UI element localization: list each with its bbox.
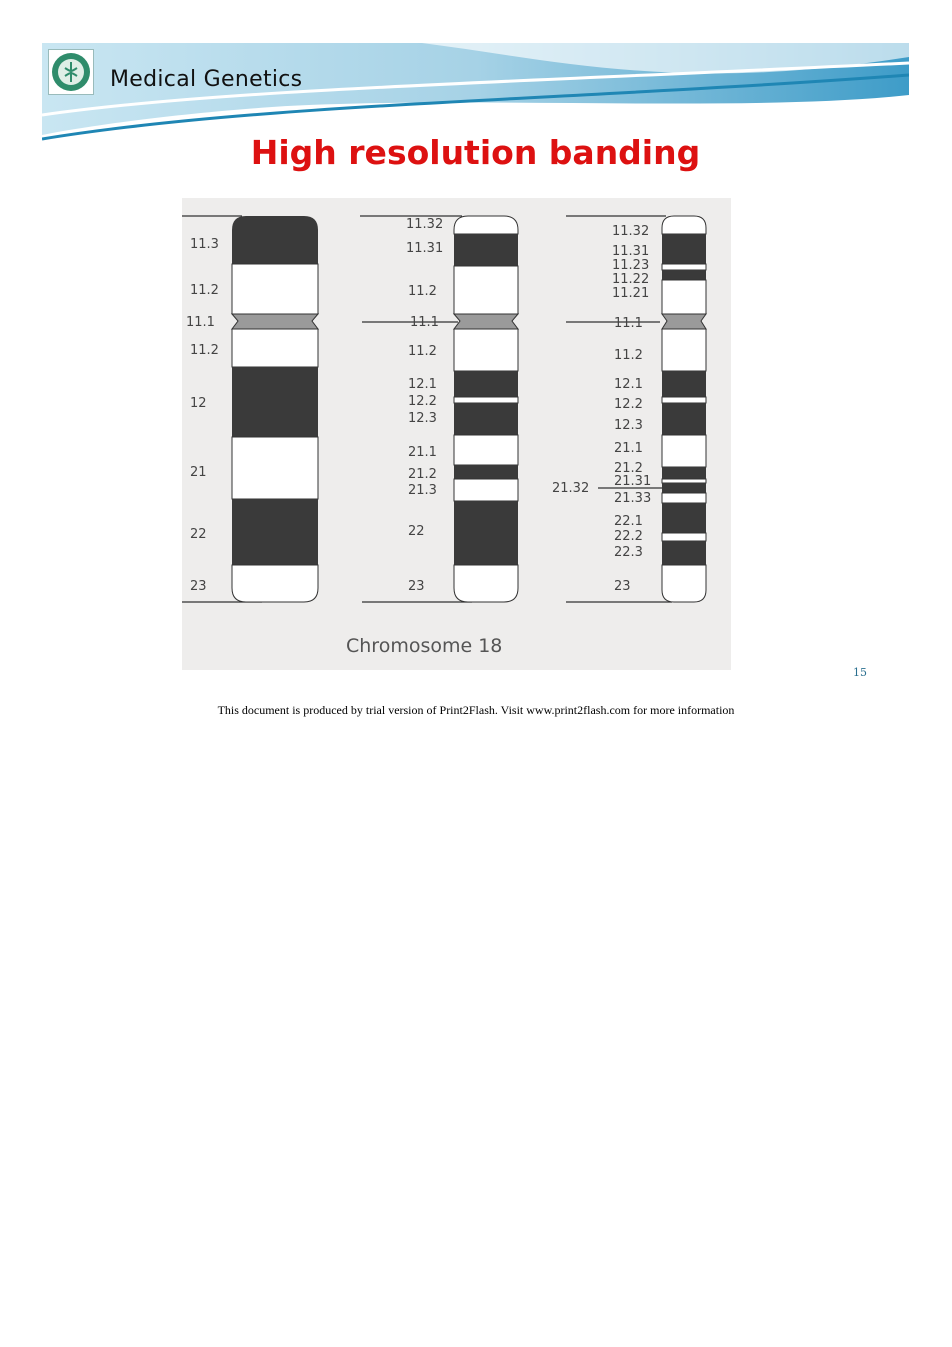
band-3-7	[662, 329, 706, 371]
label-3-8: 12.1	[614, 377, 643, 392]
ideogram-2	[360, 216, 518, 602]
ideogram-1	[182, 216, 318, 602]
page-number: 15	[853, 666, 867, 679]
label-1-8: 23	[190, 579, 207, 594]
label-3-18: 22.3	[614, 545, 643, 560]
label-3-19: 23	[614, 579, 631, 594]
label-3-12: 21.2	[614, 461, 643, 476]
label-2-5: 11.2	[408, 344, 437, 359]
band-2-12	[454, 501, 518, 565]
label-3-9: 12.2	[614, 397, 643, 412]
footer-notice: This document is produced by trial version of Print2Flash. Visit www.print2flash.com for more information	[217, 703, 735, 717]
band-3-13	[662, 479, 706, 483]
band-3-8	[662, 371, 706, 397]
label-3-1: 11.32	[612, 224, 650, 239]
band-3-18	[662, 541, 706, 565]
label-2-6: 12.1	[408, 377, 437, 392]
label-2-4: 11.1	[410, 315, 439, 330]
header-swoosh	[42, 43, 909, 143]
band-2-1	[454, 216, 518, 234]
label-1-3: 11.1	[186, 315, 215, 330]
band-3-9	[662, 397, 706, 403]
slide-title: High resolution banding	[250, 133, 701, 172]
label-2-10: 21.2	[408, 467, 437, 482]
band-3-14	[662, 483, 706, 493]
label-3-7: 11.2	[614, 348, 643, 363]
chromosome-diagram	[182, 198, 731, 670]
slide	[42, 43, 909, 692]
band-2-11	[454, 479, 518, 501]
chromosome-figure	[182, 198, 731, 670]
label-2-13: 23	[408, 579, 425, 594]
band-3-10	[662, 403, 706, 435]
band-1-3	[232, 314, 318, 329]
figure-caption: Chromosome 18	[346, 635, 503, 657]
label-2-2: 11.31	[406, 241, 444, 256]
label-2-12: 22	[408, 524, 425, 539]
label-2-8: 12.3	[408, 411, 437, 426]
ideogram-3	[552, 216, 706, 602]
university-seal-icon	[49, 50, 93, 94]
label-2-9: 21.1	[408, 445, 437, 460]
band-3-15	[662, 493, 706, 503]
band-2-13	[454, 565, 518, 602]
label-2-1: 11.32	[406, 217, 444, 232]
band-2-9	[454, 435, 518, 465]
label-3-2: 11.31	[612, 244, 650, 259]
band-3-1	[662, 216, 706, 234]
band-2-5	[454, 329, 518, 371]
band-1-1	[232, 216, 318, 264]
band-3-5	[662, 280, 706, 314]
logo	[48, 49, 94, 95]
label-3-3: 11.23	[612, 258, 650, 273]
label-3-11: 21.1	[614, 441, 643, 456]
band-1-6	[232, 437, 318, 499]
band-3-19	[662, 565, 706, 602]
band-3-3	[662, 264, 706, 270]
label-2-3: 11.2	[408, 284, 437, 299]
label-3-14: 21.32	[552, 481, 590, 496]
label-3-6: 11.1	[614, 316, 643, 331]
band-1-4	[232, 329, 318, 367]
label-1-4: 11.2	[190, 343, 219, 358]
band-1-7	[232, 499, 318, 565]
label-1-5: 12	[190, 396, 207, 411]
band-2-10	[454, 465, 518, 479]
band-2-7	[454, 397, 518, 403]
band-3-6	[662, 314, 706, 329]
label-3-15: 21.33	[614, 491, 652, 506]
label-3-4: 11.22	[612, 272, 650, 287]
band-3-16	[662, 503, 706, 533]
band-1-2	[232, 264, 318, 314]
band-1-5	[232, 367, 318, 437]
label-3-13: 21.31	[614, 474, 652, 489]
label-3-10: 12.3	[614, 418, 643, 433]
label-1-7: 22	[190, 527, 207, 542]
label-1-6: 21	[190, 465, 207, 480]
band-2-8	[454, 403, 518, 435]
label-2-7: 12.2	[408, 394, 437, 409]
label-1-2: 11.2	[190, 283, 219, 298]
label-3-5: 11.21	[612, 286, 650, 301]
header-title: Medical Genetics	[110, 67, 303, 92]
label-3-16: 22.1	[614, 514, 643, 529]
band-1-8	[232, 565, 318, 602]
band-2-6	[454, 371, 518, 397]
band-3-12	[662, 467, 706, 479]
band-3-2	[662, 234, 706, 264]
band-3-4	[662, 270, 706, 280]
band-3-17	[662, 533, 706, 541]
band-3-11	[662, 435, 706, 467]
band-2-3	[454, 266, 518, 314]
label-3-17: 22.2	[614, 529, 643, 544]
label-1-1: 11.3	[190, 237, 219, 252]
band-2-2	[454, 234, 518, 266]
label-2-11: 21.3	[408, 483, 437, 498]
band-2-4	[454, 314, 518, 329]
